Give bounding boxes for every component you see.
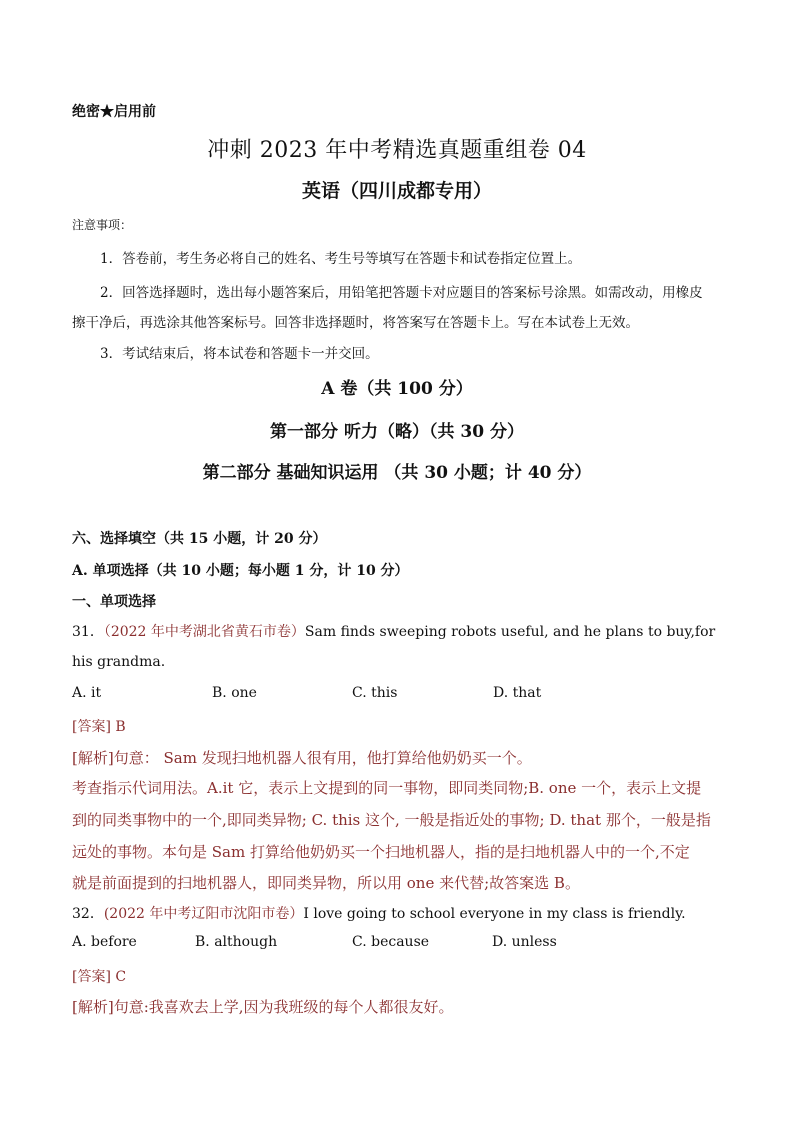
analysis-31-lead — [72, 747, 532, 768]
question-stem-text: I love going to school everyone in my class is friendly. — [303, 906, 686, 922]
option-a: A. it — [72, 685, 102, 701]
analysis-31-line-4: 就是前面提到的扫地机器人，即同类异物，所以用 one 来代替;故答案选 B。 — [72, 874, 580, 892]
analysis-32: [解析]句意:我喜欢去上学,因为我班级的每个人都很友好。 — [72, 998, 454, 1016]
secret-label: 绝密★启用前 — [72, 104, 156, 120]
analysis-label: [解析] — [72, 749, 114, 767]
notice-item-2-line-2: 擦干净后，再选涂其他答案标号。回答非选择题时，将答案写在答题卡上。写在本试卷上无效。 — [72, 315, 639, 331]
question-source: （2022 年中考湖北省黄石市卷） — [103, 624, 305, 640]
question-32-stem — [72, 903, 686, 923]
option-b: B. one — [212, 685, 257, 701]
single-choice-heading: 一、单项选择 — [72, 594, 156, 610]
analysis-31-line-1: 考查指示代词用法。A.it 它，表示上文提到的同一事物，即同类同物;B. one 一个，表示上文提 — [72, 779, 702, 797]
analysis-lead-text: 句意： Sam 发现扫地机器人很有用，他打算给他奶奶买一个。 — [113, 749, 532, 767]
notice-item-1: 1．答卷前，考生务必将自己的姓名、考生号等填写在答题卡和试卷指定位置上。 — [100, 251, 582, 267]
question-31-stem-line-2: his grandma. — [72, 654, 166, 670]
notice-item-2-line-1: 2．回答选择题时，选出每小题答案后，用铅笔把答题卡对应题目的答案标号涂黑。如需改动，用橡皮 — [100, 285, 703, 301]
question-31-stem — [72, 621, 715, 641]
single-choice-a-heading: A. 单项选择（共 10 小题；每小题 1 分，计 10 分） — [72, 563, 409, 579]
option-d: D. that — [493, 685, 542, 701]
question-source: (2022 年中考辽阳市沈阳市卷） — [103, 906, 304, 922]
option-c: C. this — [352, 685, 398, 701]
part-2-heading: 第二部分 基础知识运用 （共 30 小题；计 40 分） — [202, 463, 592, 483]
answer-32: [答案] C — [72, 969, 127, 985]
exam-subtitle: 英语（四川成都专用） — [301, 180, 492, 202]
question-stem-text: Sam finds sweeping robots useful, and he plans to buy,for — [304, 624, 716, 640]
notice-heading: 注意事项： — [72, 218, 133, 232]
option-d: D. unless — [492, 934, 557, 950]
answer-31: [答案] B — [72, 719, 126, 735]
option-b: B. although — [195, 934, 278, 950]
analysis-31-line-3: 远处的事物。本句是 Sam 打算给他奶奶买一个扫地机器人，指的是扫地机器人中的一个,不定 — [72, 843, 690, 861]
notice-item-3: 3．考试结束后，将本试卷和答题卡一并交回。 — [100, 346, 379, 362]
paper-a-heading: A 卷（共 100 分） — [321, 379, 473, 399]
option-c: C. because — [352, 934, 430, 950]
question-number: 32． — [72, 906, 104, 922]
section-six-heading: 六、选择填空（共 15 小题，计 20 分） — [72, 531, 327, 547]
option-a: A. before — [72, 934, 137, 950]
exam-title: 冲刺 2023 年中考精选真题重组卷 04 — [207, 138, 587, 163]
analysis-31-line-2: 到的同类事物中的一个,即同类异物; C. this 这个, 一般是指近处的事物; D. that 那个，一般是指 — [72, 811, 711, 829]
question-number: 31． — [72, 624, 104, 640]
part-1-heading: 第一部分 听力（略）（共 30 分） — [270, 422, 524, 442]
